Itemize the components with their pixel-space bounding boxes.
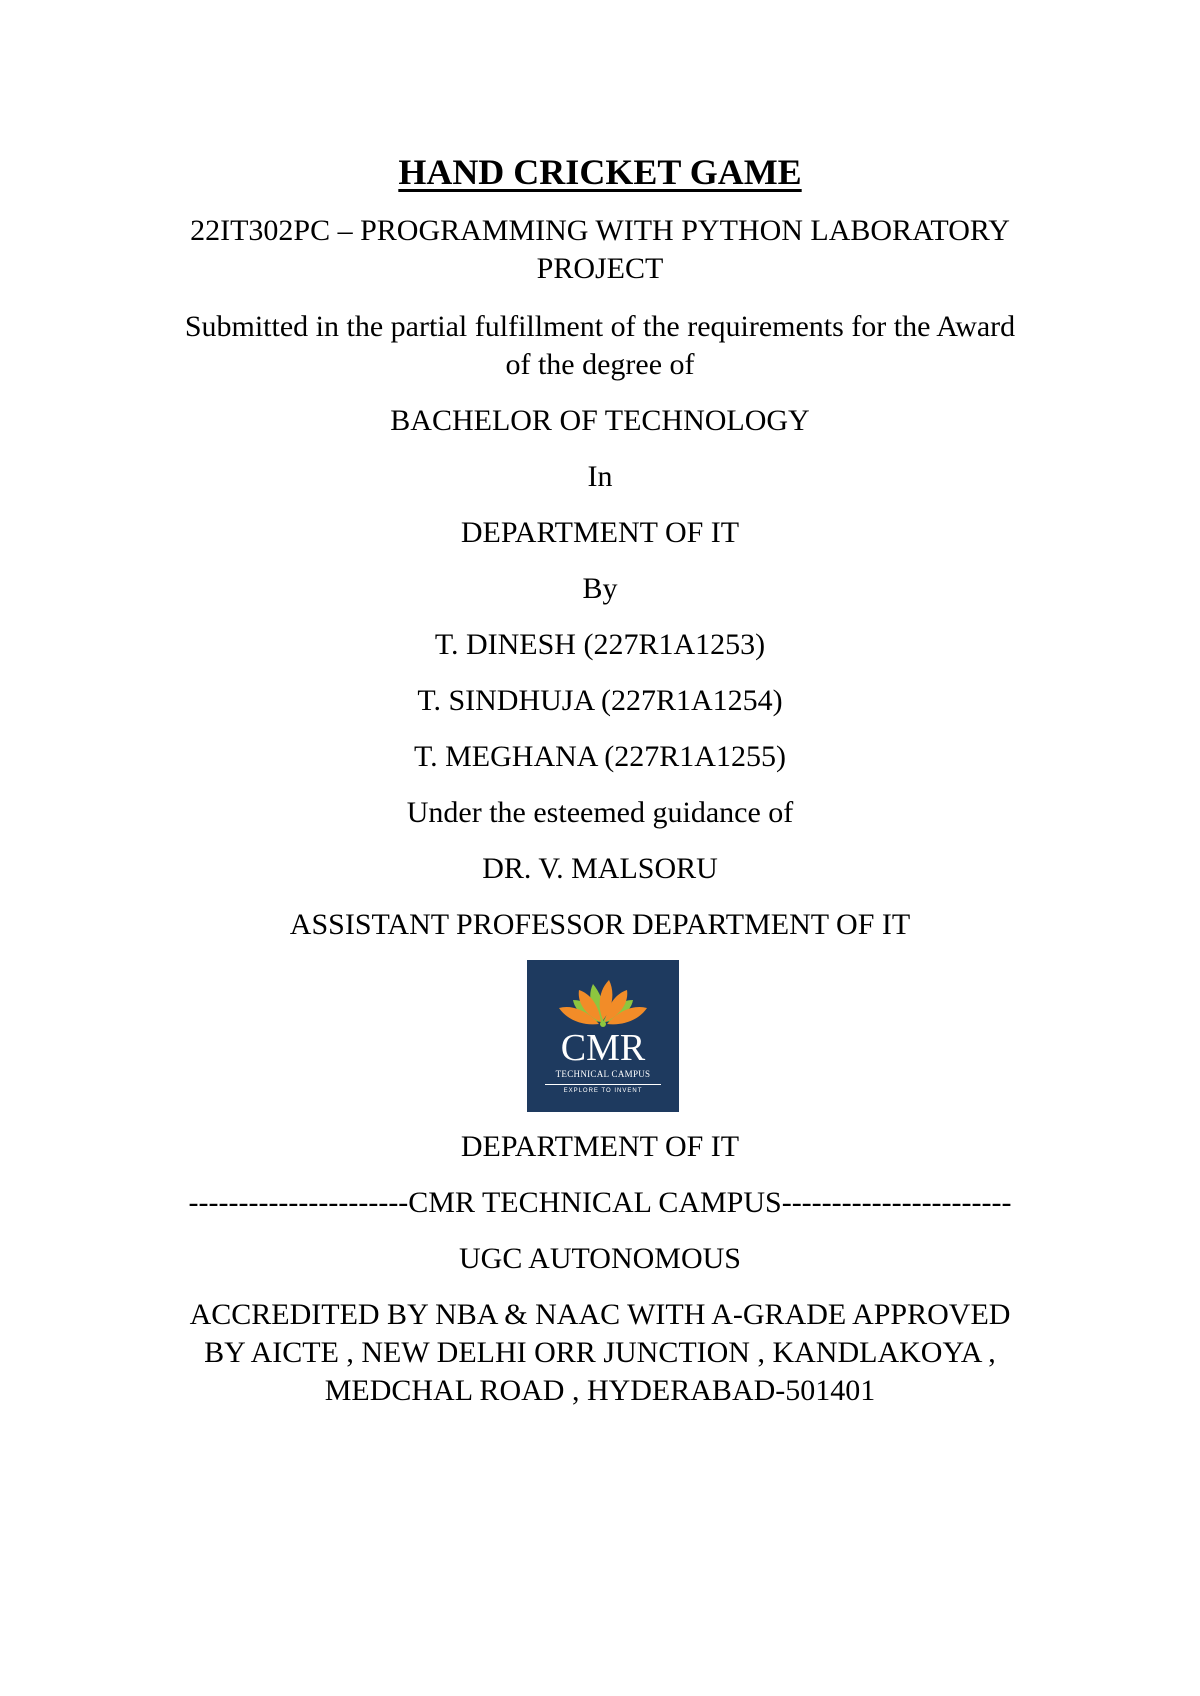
logo-divider (545, 1084, 661, 1085)
student-name: T. SINDHUJA (227R1A1254) (417, 684, 783, 717)
logo-sub-text: TECHNICAL CAMPUS (555, 1069, 651, 1079)
accreditation-line-1: ACCREDITED BY NBA & NAAC WITH A-GRADE APPROVED (189, 1298, 1011, 1331)
accreditation-line-3: MEDCHAL ROAD , HYDERABAD-501401 (324, 1374, 876, 1407)
submission-line-2: of the degree of (505, 348, 695, 381)
guide-designation: ASSISTANT PROFESSOR DEPARTMENT OF IT (289, 908, 911, 941)
by-label: By (582, 572, 618, 605)
student-name: T. DINESH (227R1A1253) (434, 628, 766, 661)
cmr-logo (527, 960, 679, 1112)
logo-tagline: EXPLORE TO INVENT (563, 1088, 643, 1094)
in-label: In (587, 460, 613, 493)
footer-department: DEPARTMENT OF IT (460, 1130, 740, 1163)
course-line-2: PROJECT (536, 252, 664, 285)
guidance-label: Under the esteemed guidance of (406, 796, 794, 829)
campus-name: ----------------------CMR TECHNICAL CAMPUS----------------------- (188, 1186, 1012, 1219)
department-name: DEPARTMENT OF IT (460, 516, 740, 549)
logo-main-text: CMR (560, 1027, 646, 1069)
autonomous-status: UGC AUTONOMOUS (459, 1242, 741, 1275)
course-line-1: 22IT302PC – PROGRAMMING WITH PYTHON LABORATORY (190, 214, 1010, 247)
guide-name: DR. V. MALSORU (482, 852, 718, 885)
accreditation-line-2: BY AICTE , NEW DELHI ORR JUNCTION , KANDLAKOYA , (204, 1336, 996, 1369)
degree-name: BACHELOR OF TECHNOLOGY (390, 404, 810, 437)
project-title: HAND CRICKET GAME (398, 152, 802, 192)
submission-line-1: Submitted in the partial fulfillment of the requirements for the Award (184, 310, 1016, 343)
student-name: T. MEGHANA (227R1A1255) (414, 740, 786, 773)
